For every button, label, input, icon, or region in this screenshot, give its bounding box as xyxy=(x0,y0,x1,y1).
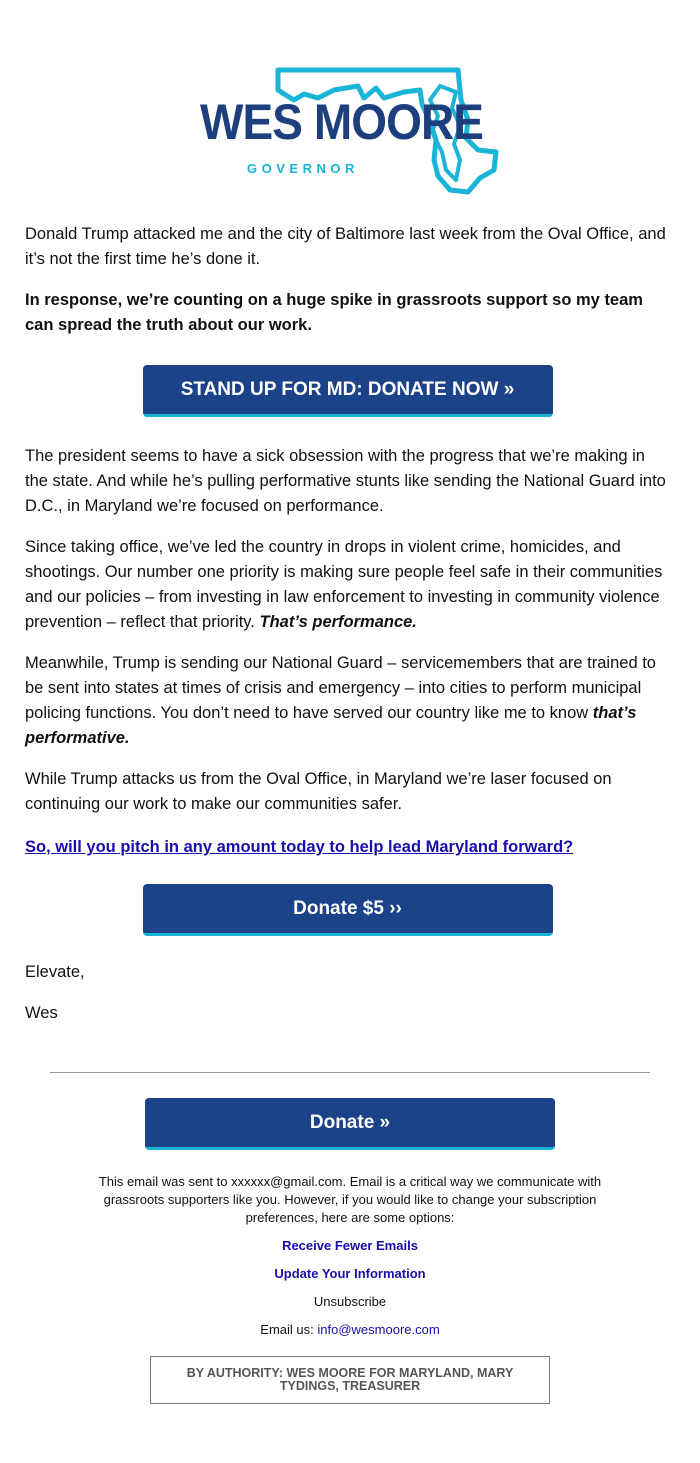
email-us-line xyxy=(70,1321,630,1339)
footer-divider xyxy=(50,1072,650,1073)
logo-subtitle: GOVERNOR xyxy=(247,161,359,176)
paragraph-national-guard xyxy=(25,651,670,751)
logo-name: WES MOORE xyxy=(200,94,484,150)
footer-notice: This email was sent to xxxxxx@gmail.com. Email is a critical way we communicate with grassroots supporters like you. However, if you would like to change your subscription preferences, here are some options: xyxy=(98,1174,602,1225)
wes-moore-logo xyxy=(198,60,503,195)
donate-now-button[interactable]: STAND UP FOR MD: DONATE NOW » xyxy=(143,365,553,417)
guard-text: Meanwhile, Trump is sending our National Guard – servicemembers that are trained to be sent into states at times of crisis and emergency – into cities to perform municipal policing functions. You don’t need to have served our country like me to know xyxy=(25,654,656,722)
contact-email-link[interactable]: info@wesmoore.com xyxy=(317,1322,440,1337)
record-text: Since taking office, we’ve led the country in drops in violent crime, homicides, and shootings. Our number one priority is making sure people feel safe in their communities and our policies – from investing in law enforcement to investing in community violence prevention – reflect that priority. xyxy=(25,538,663,631)
paragraph-obsession: The president seems to have a sick obsession with the progress that we’re making in the state. And while he’s pulling performative stunts like sending the National Guard into D.C., in Maryland we’re focused on performance. xyxy=(25,447,666,515)
footer xyxy=(70,1173,630,1339)
performance-emphasis: That’s performance. xyxy=(259,613,417,631)
performative-emphasis: that’s performative. xyxy=(25,704,637,747)
paragraph-intro: Donald Trump attacked me and the city of Baltimore last week from the Oval Office, and it’s not the first time he’s done it. xyxy=(25,225,666,268)
unsubscribe-text[interactable]: Unsubscribe xyxy=(313,1294,387,1309)
signoff: Elevate, xyxy=(25,963,85,981)
paragraph-response: In response, we’re counting on a huge spike in grassroots support so my team can spread the truth about our work. xyxy=(25,291,643,334)
receive-fewer-emails-link[interactable]: Receive Fewer Emails xyxy=(282,1238,418,1253)
donate-5-button[interactable]: Donate $5 ›› xyxy=(143,884,553,936)
footer-donate-button[interactable]: Donate » xyxy=(145,1098,555,1150)
update-information-link[interactable]: Update Your Information xyxy=(274,1266,426,1281)
email-body xyxy=(25,222,670,1042)
pitch-in-link[interactable]: So, will you pitch in any amount today to help lead Maryland forward? xyxy=(25,838,574,856)
authority-disclaimer: BY AUTHORITY: WES MOORE FOR MARYLAND, MARY TYDINGS, TREASURER xyxy=(150,1356,550,1404)
paragraph-focus: While Trump attacks us from the Oval Office, in Maryland we’re laser focused on continuing our work to make our communities safer. xyxy=(25,770,612,813)
email-label: Email us: xyxy=(260,1322,314,1337)
paragraph-record xyxy=(25,535,670,635)
signature: Wes xyxy=(25,1004,58,1022)
